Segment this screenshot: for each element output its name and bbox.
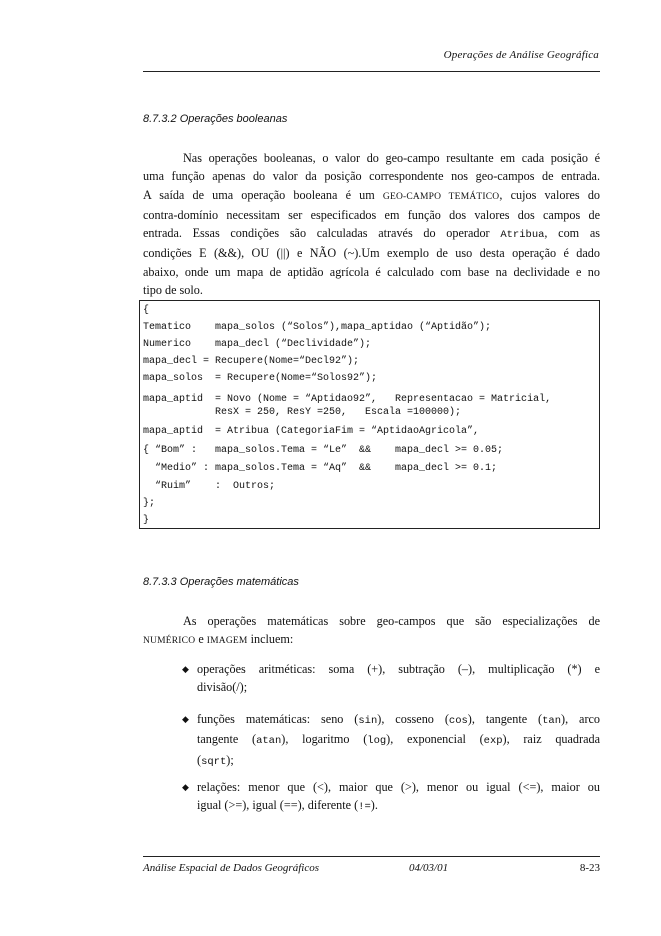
list-item-line: relações: menor que (<), maior que (>), menor ou igual (<=), maior ou: [197, 780, 600, 794]
small-caps-term: NUMÉRICO: [143, 636, 196, 647]
paragraph-line: As operações matemáticas sobre geo-campos que são especializações de: [183, 614, 600, 628]
text-run: ).: [370, 798, 378, 813]
code-line: mapa_aptid = Atribua (CategoriaFim = “AptidaoAgricola”,: [143, 426, 480, 437]
paragraph-line: Nas operações booleanas, o valor do geo-campo resultante em cada posição é: [183, 151, 600, 165]
paragraph-booleanas: [143, 149, 600, 299]
inline-code: log: [367, 735, 387, 748]
footer-rule: [143, 856, 600, 857]
inline-code: sqrt: [201, 755, 227, 768]
list-item: [182, 710, 601, 771]
text-run: ), cosseno (: [377, 712, 449, 726]
code-line: { “Bom” : mapa_solos.Tema = “Le” && mapa_decl >= 0.05;: [143, 445, 504, 456]
section-heading-booleanas: 8.7.3.2 Operações booleanas: [143, 113, 288, 125]
paragraph-line: [143, 186, 600, 206]
text-run: );: [226, 752, 234, 767]
running-header-title: Operações de Análise Geográfica: [443, 49, 599, 61]
text-run: ), arco: [561, 712, 601, 726]
code-line: “Ruim” : Outros;: [143, 481, 276, 492]
text-run: ), tangente (: [467, 712, 543, 726]
code-line: }: [143, 515, 150, 526]
text-run: ), raiz quadrada: [502, 732, 601, 747]
code-line: };: [143, 498, 156, 509]
paragraph-line: tipo de solo.: [143, 283, 203, 298]
paragraph-line: condições E (&&), OU (||) e NÃO (~).Um exemplo de uso desta operação é dado: [143, 246, 600, 261]
text-run: , cujos valores do: [499, 187, 601, 202]
text-run: entrada. Essas condições são calculadas através do operador: [143, 226, 501, 241]
text-run: ), logaritmo (: [281, 732, 368, 747]
text-run: , com as: [544, 226, 600, 241]
code-line: Tematico mapa_solos (“Solos”),mapa_aptidao (“Aptidão”);: [143, 322, 492, 333]
text-run: e: [195, 632, 207, 647]
paragraph-line: [143, 630, 600, 650]
text-run: incluem:: [247, 632, 294, 647]
inline-code: atan: [256, 735, 282, 748]
small-caps-term: GEO-CAMPO TEMÁTICO: [382, 191, 500, 202]
code-listing-box: [139, 300, 600, 529]
small-caps-term: IMAGEM: [206, 636, 248, 647]
inline-code: sin: [358, 715, 378, 727]
section-heading-matematicas: 8.7.3.3 Operações matemáticas: [143, 576, 299, 588]
paragraph-line: [143, 224, 600, 244]
code-line: ResX = 250, ResY =250, Escala =100000);: [143, 407, 462, 418]
footer-date: 04/03/01: [409, 862, 449, 874]
page-number: 8-23: [579, 862, 600, 874]
code-line: Numerico mapa_decl (“Declividade”);: [143, 339, 372, 350]
list-item-line: [197, 796, 600, 816]
inline-code: exp: [483, 735, 503, 748]
diamond-bullet-icon: ◆: [182, 664, 189, 674]
diamond-bullet-icon: ◆: [182, 782, 189, 792]
text-run: igual (>=), igual (==), diferente (: [197, 798, 359, 813]
code-line: “Medio” : mapa_solos.Tema = “Aq” && mapa_decl >= 0.1;: [143, 463, 498, 474]
list-item-line: [197, 751, 600, 771]
list-item-line: divisão(/);: [197, 680, 248, 695]
text-run: tangente (: [197, 732, 257, 747]
paragraph-line: contra-domínio necessitam ser especificados em função dos valores dos campos de: [143, 207, 600, 222]
text-run: A saída de uma operação booleana é um: [143, 187, 383, 202]
inline-code: !=: [358, 801, 371, 814]
footer-book-title: Análise Espacial de Dados Geográficos: [143, 862, 319, 874]
code-line: mapa_aptid = Novo (Nome = “Aptidao92”, Representacao = Matricial,: [143, 394, 552, 405]
list-item-line: [197, 710, 600, 730]
text-run: funções matemáticas: seno (: [197, 712, 359, 726]
text-run: (: [197, 752, 202, 767]
paragraph-matematicas: [143, 612, 600, 651]
list-item-line: [197, 730, 600, 750]
list-item: [182, 778, 600, 817]
text-run: ), exponencial (: [386, 732, 484, 747]
inline-code: cos: [448, 715, 468, 727]
inline-code: Atribua: [500, 229, 545, 242]
code-line: {: [143, 305, 150, 316]
code-line: mapa_decl = Recupere(Nome=“Decl92”);: [143, 356, 360, 367]
list-item: [182, 660, 600, 697]
paragraph-line: abaixo, onde um mapa de aptidão agrícola é calculado com base na declividade e no: [143, 264, 600, 279]
header-rule: [143, 71, 600, 72]
paragraph-line: uma função apenas do valor da posição correspondente nos geo-campos de entrada.: [143, 169, 600, 184]
list-item-line: operações aritméticas: soma (+), subtração (–), multiplicação (*) e: [197, 662, 600, 676]
code-line: mapa_solos = Recupere(Nome=“Solos92”);: [143, 373, 378, 384]
inline-code: tan: [542, 715, 562, 727]
diamond-bullet-icon: ◆: [182, 714, 189, 724]
